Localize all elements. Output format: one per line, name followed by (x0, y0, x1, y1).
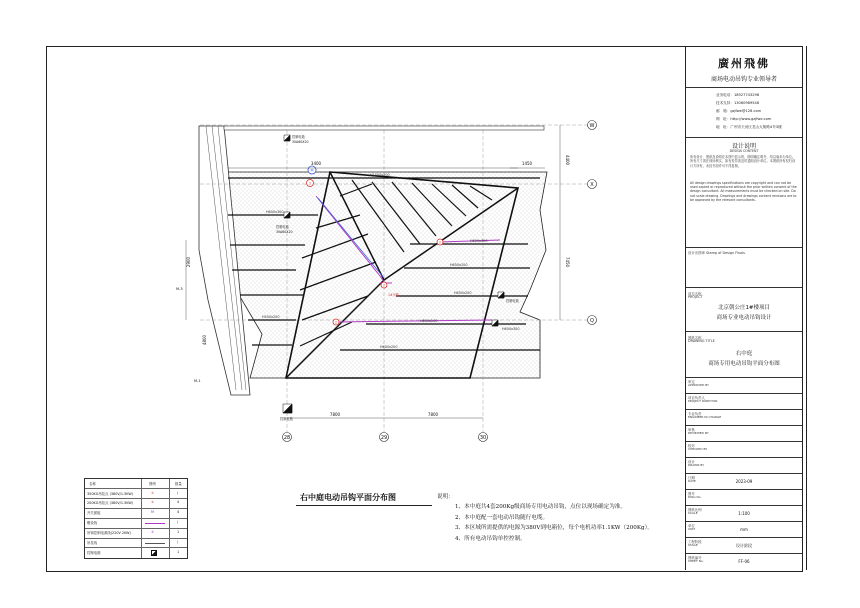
top-wall (224, 126, 544, 130)
beam-label: H600x300 (470, 239, 488, 243)
field-row (686, 377, 802, 378)
contact-row (716, 109, 761, 114)
project-label-en: PROJECT (688, 295, 703, 299)
legend-symbol-icon (151, 550, 157, 556)
hook-label: 控制电箱 (276, 225, 289, 229)
field-label: 图纸比例 (688, 508, 702, 512)
field-row (686, 409, 802, 410)
field-label-en: SCALE (688, 511, 698, 515)
dim-3400: 3400 (310, 161, 322, 166)
grid-label-w: W (589, 123, 595, 129)
note-item: 4、所有电动吊钩单控控制。 (455, 535, 526, 542)
contact-label: 网 址： (716, 117, 731, 121)
legend-name: 200KG吊挂点 (380V/1.5KW) (87, 501, 133, 506)
company-name: 廣州飛佛 (718, 57, 770, 70)
legend-name: 敷设线 (87, 521, 98, 526)
dim-2900: 2900 (186, 256, 191, 268)
side-label: M-3 (176, 287, 183, 291)
legend-qty: 1 (177, 530, 180, 535)
dim-4400: 4400 (565, 154, 570, 166)
legend-row (85, 538, 187, 548)
note-item: 2、本中庭配一套电动吊钩随行电缆。 (455, 514, 549, 521)
dim-7450: 7450 (565, 256, 570, 268)
contact-value: 18927743298 (733, 93, 760, 97)
field-row (686, 393, 802, 394)
contact-row (716, 125, 782, 130)
field-label: 设计 (688, 460, 695, 464)
svg-text:2: 2 (382, 283, 386, 288)
field-value: 设计阶段 (736, 543, 752, 548)
legend-table (84, 478, 188, 559)
svg-text:M: M (310, 168, 314, 173)
field-label: 专业负责 (688, 412, 702, 416)
field-row (686, 473, 802, 474)
grid-label-29: 29 (380, 435, 388, 441)
drawing-subtitle: 商场专用电动吊钩平面分布图 (708, 361, 780, 367)
field-label: 日期 (688, 476, 695, 480)
legend-qty: / (177, 520, 179, 525)
grid-label-28: 28 (283, 435, 291, 441)
stamp-label: 设计出图章 Stamp of Design Finals (688, 251, 745, 255)
legend-symbol-icon: ② (151, 500, 155, 505)
legend-symbol-icon: ① (151, 490, 155, 495)
legend-qty: 4 (177, 510, 180, 515)
hook-label: 1#吊钩 (388, 293, 400, 297)
beam-label: H600x200 (420, 319, 438, 323)
legend-header-name: 名称 (89, 481, 96, 486)
legend-name: 350KG吊挂点 (380V/1.5KW) (87, 491, 133, 496)
legend-row (85, 508, 187, 518)
contact-label: 技术支持： (716, 101, 734, 105)
drawing-title: 右中庭 (735, 351, 753, 357)
field-row (686, 425, 802, 426)
svg-text:2: 2 (308, 181, 312, 186)
field-label-en: DWG No. (688, 495, 702, 499)
grid-label-30: 30 (479, 435, 487, 441)
field-label-en: UNIT (688, 527, 696, 531)
field-label: 图纸编号 (688, 556, 702, 560)
grid-label-q: Q (590, 318, 594, 324)
field-label: 项目负责人 (688, 396, 705, 400)
field-label-en: DATE (688, 479, 696, 483)
contact-row (716, 101, 759, 106)
field-row (686, 489, 802, 490)
svg-text:2: 2 (438, 240, 442, 245)
field-row (686, 457, 802, 458)
legend-symbol-icon: M (151, 510, 154, 515)
legend-symbol-icon: ③ (151, 530, 155, 535)
note-item: 3、本区域所需提供的电源为380V到电箱位，每个电机功率1.1KW（200Kg）。 (455, 525, 653, 531)
field-row (686, 521, 802, 522)
legend-qty: 1 (177, 549, 180, 554)
legend-name: 吊钩控制电源线(220V 2KW) (87, 531, 131, 536)
side-label: M-1 (194, 379, 201, 383)
field-row (686, 553, 802, 554)
field-value: 2023-09 (735, 479, 753, 484)
field-row (686, 505, 802, 506)
svg-text:2: 2 (334, 320, 338, 325)
hook-label: 30A60X20 (292, 140, 309, 144)
dim-7800-left: 7800 (329, 412, 341, 417)
hook-label: 控制电箱 (280, 417, 293, 421)
drawing-label-en: DRAWING TITLE (688, 339, 715, 343)
legend-header-qty: 数量 (175, 481, 182, 486)
drawing-label: 图纸名称 (688, 336, 702, 340)
plan-title: 右中庭电动吊钩平面分布图 (300, 493, 396, 502)
legend-qty: 4 (177, 500, 180, 505)
field-value: FF-06 (738, 559, 750, 564)
design-note-en: All design drawings specifications are copyright and can not be used copied or reproduced without the prior written consent of the design consultant. All measurements must be checked on site. Do not scale drawing. Drawings and drawings content revisions are to be approved by the relevant consultants. (690, 181, 797, 202)
contact-value: http://www.gzjfwe.com (730, 117, 772, 121)
beam-label: H600x300 (502, 327, 520, 331)
beam-label: H600x200 (380, 345, 398, 349)
legend-row (85, 528, 187, 538)
contact-label: 邮 箱： (716, 109, 731, 113)
beam-label: H500x200 (262, 315, 280, 319)
field-label: 工程阶段 (688, 540, 702, 544)
project-name: 北京朝公庄1#楼项目 (717, 305, 771, 311)
field-label: 校对 (688, 444, 695, 448)
field-label: 审核 (688, 428, 695, 432)
field-label-en: APPROVED BY (688, 383, 710, 387)
hook-label: 控制电箱 (292, 135, 305, 139)
hook-label: 控制电箱 (506, 299, 519, 303)
contact-value: 13060989546 (733, 101, 760, 105)
legend-header (85, 479, 187, 488)
notes-label: 说明： (437, 494, 454, 500)
field-label-en: CHECKED BY (688, 447, 708, 451)
design-note-title: 设计说明 (731, 143, 756, 150)
field-value: 1:100 (738, 511, 750, 516)
contact-label: 地 址： (716, 125, 731, 129)
notes-block (437, 492, 653, 542)
project-subtitle: 商场专业电动吊钩设计 (716, 315, 772, 321)
legend-symbol-icon (145, 523, 165, 524)
contact-label: 业务电话： (716, 93, 734, 97)
legend-row (85, 547, 187, 557)
field-label-en: DRAWN BY (688, 463, 705, 467)
beam-label: H1500x200 (370, 173, 390, 177)
plan-title-underline (296, 505, 432, 506)
dim-1450: 1450 (521, 161, 533, 166)
legend-name: 吊挂线 (87, 541, 98, 545)
field-label-en: REVIEWED BY (688, 431, 709, 435)
field-value: mm (740, 527, 748, 532)
beam-label: H650x200 (454, 291, 472, 295)
legend-name: 开关面板 (87, 511, 101, 516)
contact-value: 广州市天河区龙山大街路4号3楼 (730, 125, 782, 129)
beam-label: H650x200 (450, 263, 468, 267)
contact-value: gzjfwe@126.com (730, 109, 762, 113)
legend-symbol-icon (145, 543, 165, 544)
field-label: 单位 (688, 524, 695, 528)
field-row (686, 441, 802, 442)
field-row (686, 537, 802, 538)
legend-name: 控制电箱 (87, 550, 101, 555)
field-label-en: SHEET No. (688, 559, 704, 563)
title-block (685, 47, 802, 570)
field-label-en: PROJECT DIRECTOR (688, 399, 718, 403)
dim-7800-right: 7800 (427, 412, 439, 417)
company-slogan: 商场电动吊钩专业领导者 (710, 76, 777, 83)
contact-row (716, 117, 771, 122)
contact-row (716, 93, 759, 98)
grid-label-x: X (590, 182, 594, 188)
legend-qty: / (177, 490, 179, 495)
hook-label: 30A60X20 (276, 230, 293, 234)
legend-header-symbol: 图例 (149, 481, 156, 486)
design-note-cn: 所有设计、图纸及说明在本图中显示的，除明确注明外，均以毫米为单位。所有尺寸须在现场核实，如有差异须及时通知设计单位。本图纸所有权归设计方所有，未经书面许可不得复制。 (690, 155, 796, 168)
note-item: 1、本中庭共4套200Kg级商场专用电动吊钩，点位以现场确定为准。 (455, 504, 626, 510)
beam-label: H600x300 (266, 210, 284, 214)
field-label-en: ENGINEER IN CHARGE (688, 415, 722, 419)
field-label: 审定 (688, 380, 695, 384)
legend-qty: / (177, 540, 179, 544)
legend-row (85, 498, 187, 508)
field-label-en: STAGE (688, 543, 698, 547)
dim-4800: 4800 (202, 334, 207, 346)
legend-row (85, 488, 187, 498)
field-label: 图号 (688, 492, 695, 496)
legend-row (85, 518, 187, 528)
design-note-subtitle: DESIGN CONTENT (729, 149, 759, 153)
project-label: 项目名称 (688, 292, 702, 296)
